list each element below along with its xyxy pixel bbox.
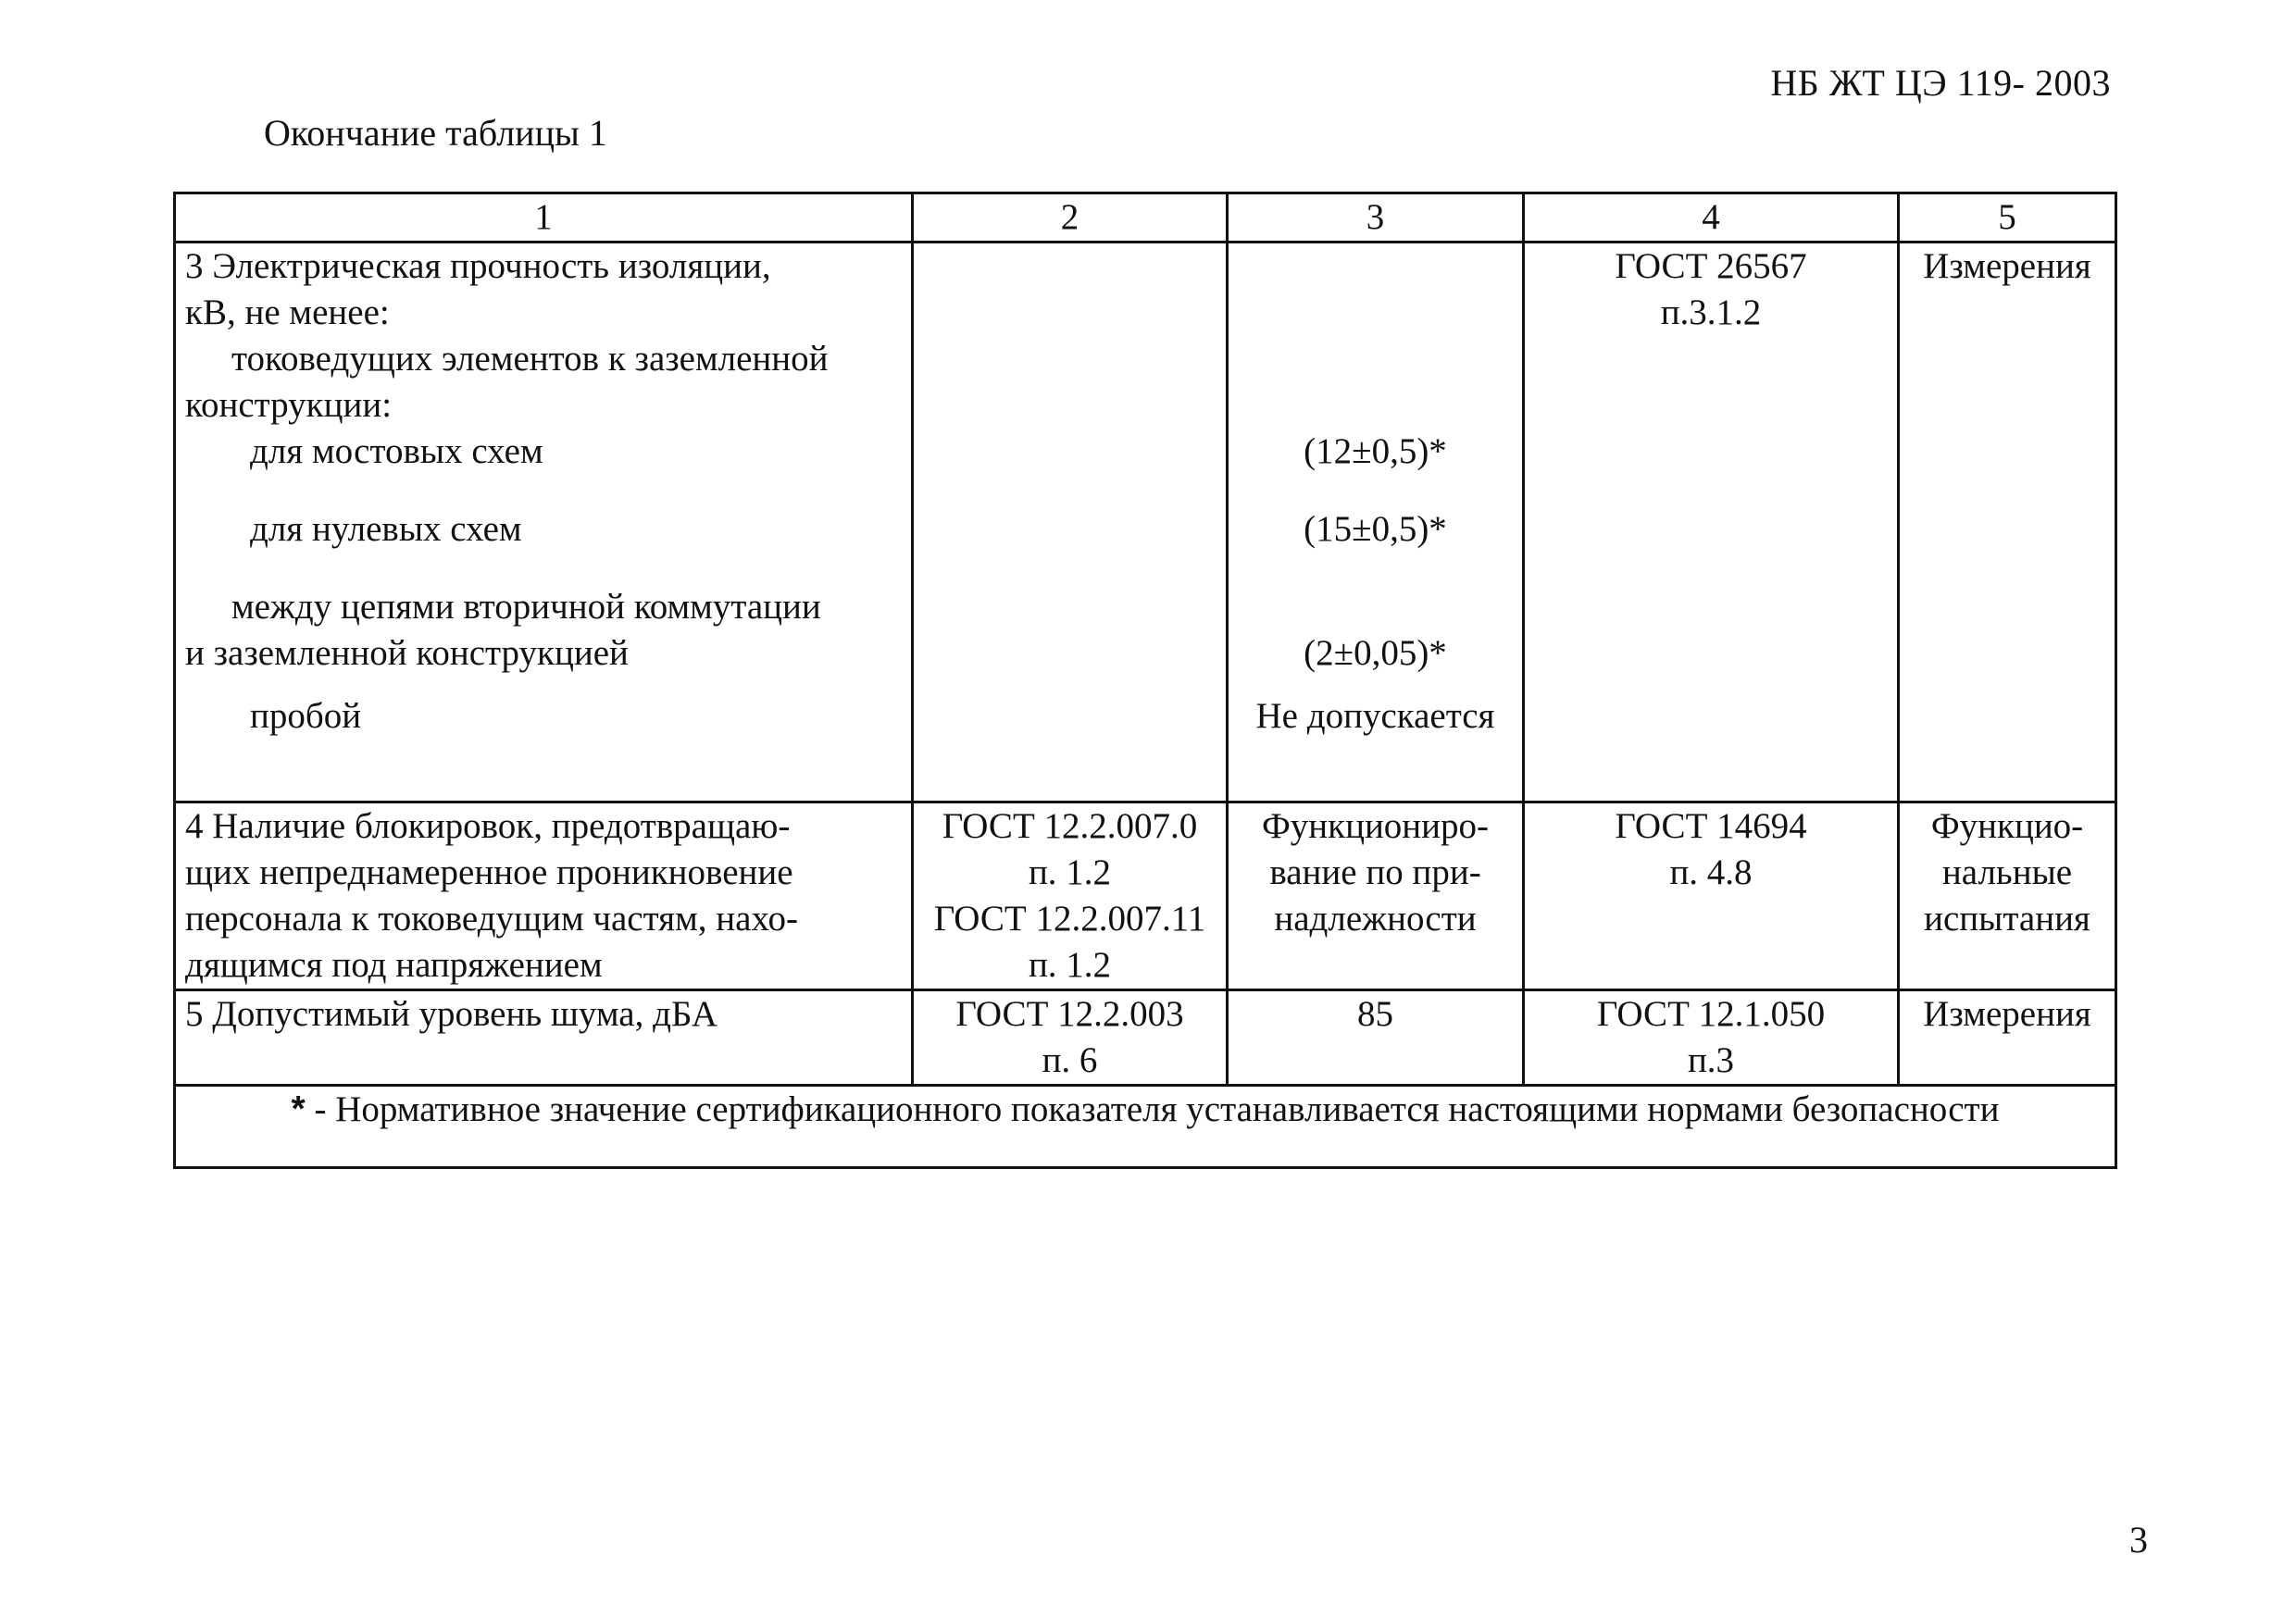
value-line: (15±0,5)* [1304,509,1447,549]
noise-test-method-cell [1524,990,1899,1086]
verification-line: испытания [1924,899,2090,939]
table-caption: Окончание таблицы 1 [264,112,607,154]
column-header-1: 1 [175,193,913,243]
document-code: НБ ЖТ ЦЭ 119- 2003 [1770,62,2111,104]
noise-value-cell: 85 [1228,990,1524,1086]
value-line: (2±0,05)* [1304,633,1447,673]
description-line: 3 Электрическая прочность изоляции, [185,246,771,286]
page-number: 3 [2129,1519,2148,1561]
insulation-value-cell [1228,243,1524,802]
value-line: (12±0,5)* [1304,431,1447,471]
description-line: и заземленной конструкцией [185,633,629,673]
table-row-interlocks [175,802,2116,990]
value-line: Функциониро- [1261,806,1490,846]
column-header-4: 4 [1524,193,1899,243]
spec-table [173,192,2117,1169]
table-footnote-row [175,1086,2116,1168]
spacer [1238,677,1513,693]
description-line: щих непреднамеренное проникновение [185,852,793,892]
method-line: ГОСТ 12.1.050 [1596,994,1826,1034]
standard-line: п. 6 [1042,1040,1098,1080]
table-header-row [175,193,2116,243]
description-line: 4 Наличие блокировок, предотвращаю- [185,806,791,846]
description-line: персонала к токоведущим частям, нахо- [185,899,798,939]
column-header-5: 5 [1899,193,2116,243]
method-line: п. 4.8 [1669,852,1753,892]
method-line: ГОСТ 26567 [1615,246,1807,286]
verification-line: нальные [1941,852,2073,892]
interlocks-standard-cell [913,802,1228,990]
spacer [185,677,902,693]
table-row-noise [175,990,2116,1086]
noise-standard-cell [913,990,1228,1086]
column-header-2: 2 [913,193,1228,243]
insulation-standard-cell [913,243,1228,802]
spacer [1238,584,1513,630]
footnote-star: * [291,1089,306,1129]
description-line: для мостовых схем [250,431,543,471]
standard-line: ГОСТ 12.2.003 [955,994,1184,1034]
method-line: ГОСТ 14694 [1615,806,1807,846]
description-line: пробой [250,696,362,736]
interlocks-verification-cell [1899,802,2116,990]
standard-line: ГОСТ 12.2.007.11 [933,899,1206,939]
interlocks-description-cell [175,802,913,990]
insulation-description-cell [175,243,913,802]
insulation-test-method-cell [1524,243,1899,802]
standard-line: ГОСТ 12.2.007.0 [942,806,1198,846]
description-line: конструкции: [185,385,393,425]
description-line: между цепями вторичной коммутации [231,587,821,627]
spacer [1238,475,1513,506]
standard-line: п. 1.2 [1028,852,1112,892]
insulation-verification-cell: Измерения [1899,243,2116,802]
value-line: Не допускается [1255,696,1495,736]
table-row-insulation [175,243,2116,802]
column-header-3: 3 [1228,193,1524,243]
interlocks-value-cell [1228,802,1524,990]
verification-line: Функцио- [1930,806,2084,846]
interlocks-test-method-cell [1524,802,1899,990]
description-line: дящимся под напряжением [185,945,603,985]
spacer [1238,553,1513,584]
description-line: кВ, не менее: [185,292,390,332]
standard-line: п. 1.2 [1028,945,1112,985]
spacer [1238,243,1513,429]
value-line: надлежности [1274,899,1477,939]
description-line: для нулевых схем [250,509,522,549]
spacer [185,553,902,584]
footnote-cell [175,1086,2116,1168]
noise-verification-cell: Измерения [1899,990,2116,1086]
description-line: токоведущих элементов к заземленной [231,339,829,379]
spacer [185,475,902,506]
method-line: п.3 [1687,1040,1735,1080]
value-line: вание по при- [1269,852,1481,892]
noise-description-cell: 5 Допустимый уровень шума, дБА [175,990,913,1086]
method-line: п.3.1.2 [1660,292,1762,332]
footnote-text: - Нормативное значение сертификационного показателя устанавливается настоящими нормами безопасности [305,1089,2000,1129]
